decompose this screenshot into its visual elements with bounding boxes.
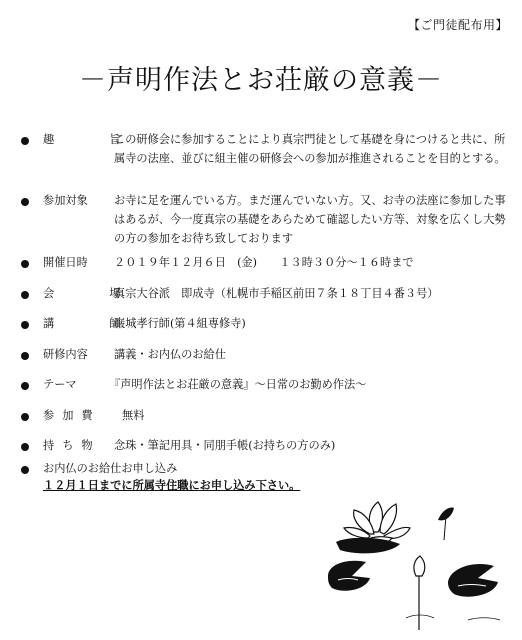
- item-value: 『声明作法とお荘厳の意義』～日常のお勤め作法～: [109, 378, 367, 391]
- bullet-icon: [21, 291, 29, 299]
- bullet-icon: [21, 137, 29, 145]
- distribution-tag: 【ご門徒配布用】: [407, 18, 508, 32]
- item-value: ２０１９年１２月６日 (金) １３時３０分～１６時まで: [114, 256, 414, 269]
- lotus-and-lily-pads-icon: [318, 480, 518, 635]
- item-value: 念珠・筆記用具・同朋手帳(お持ちの方のみ): [114, 439, 336, 452]
- item-label: 参加対象: [43, 194, 88, 207]
- item-label: 講 師: [43, 317, 143, 330]
- application-deadline: １２月１日までに所属寺住職にお申し込み下さい。: [43, 478, 301, 492]
- bullet-icon: [21, 321, 29, 329]
- item-label: 持ち物: [43, 439, 101, 452]
- item-value-line: はあるが、今一度真宗の基礎をあらためて確認したい方等、対象を広くし大勢: [114, 213, 506, 226]
- application-label: お内仏のお給仕お申し込み: [43, 462, 178, 475]
- bullet-icon: [21, 413, 29, 421]
- bullet-icon: [21, 260, 29, 268]
- item-label: 趣 旨: [43, 133, 143, 146]
- page-title: －声明作法とお荘厳の意義－: [79, 65, 443, 96]
- item-value-line: この研修会に参加することにより真宗門徒として基礎を身につけると共に、所: [114, 133, 506, 146]
- item-value-line: 属寺の法座、並びに組主催の研修会への参加が推進されることを目的とする。: [114, 152, 506, 165]
- item-value-line: の方の参加をお待ち致しております: [114, 232, 294, 245]
- bullet-icon: [21, 443, 29, 451]
- item-value-line: お寺に足を運んでいる方。まだ運んでいない方。又、お寺の法座に参加した事: [114, 194, 506, 207]
- bullet-icon: [21, 382, 29, 390]
- item-value: [114, 191, 509, 248]
- bullet-icon: [21, 352, 29, 360]
- item-value: 講義・お内仏のお給仕: [114, 348, 226, 361]
- item-value: 無料: [122, 409, 145, 422]
- item-label: 研修内容: [43, 348, 88, 361]
- item-label: 参加費: [43, 409, 101, 422]
- item-label: 会 場: [43, 287, 143, 300]
- item-label: 開催日時: [43, 256, 88, 269]
- item-label: テーマ: [43, 378, 77, 391]
- item-value: [114, 130, 509, 168]
- bullet-icon: [21, 198, 29, 206]
- item-value: 真宗大谷派 即成寺（札幌市手稲区前田７条１８丁目４番３号）: [114, 287, 439, 300]
- item-value: 巌城孝行師(第４組専修寺): [114, 317, 246, 330]
- bullet-icon: [21, 466, 29, 474]
